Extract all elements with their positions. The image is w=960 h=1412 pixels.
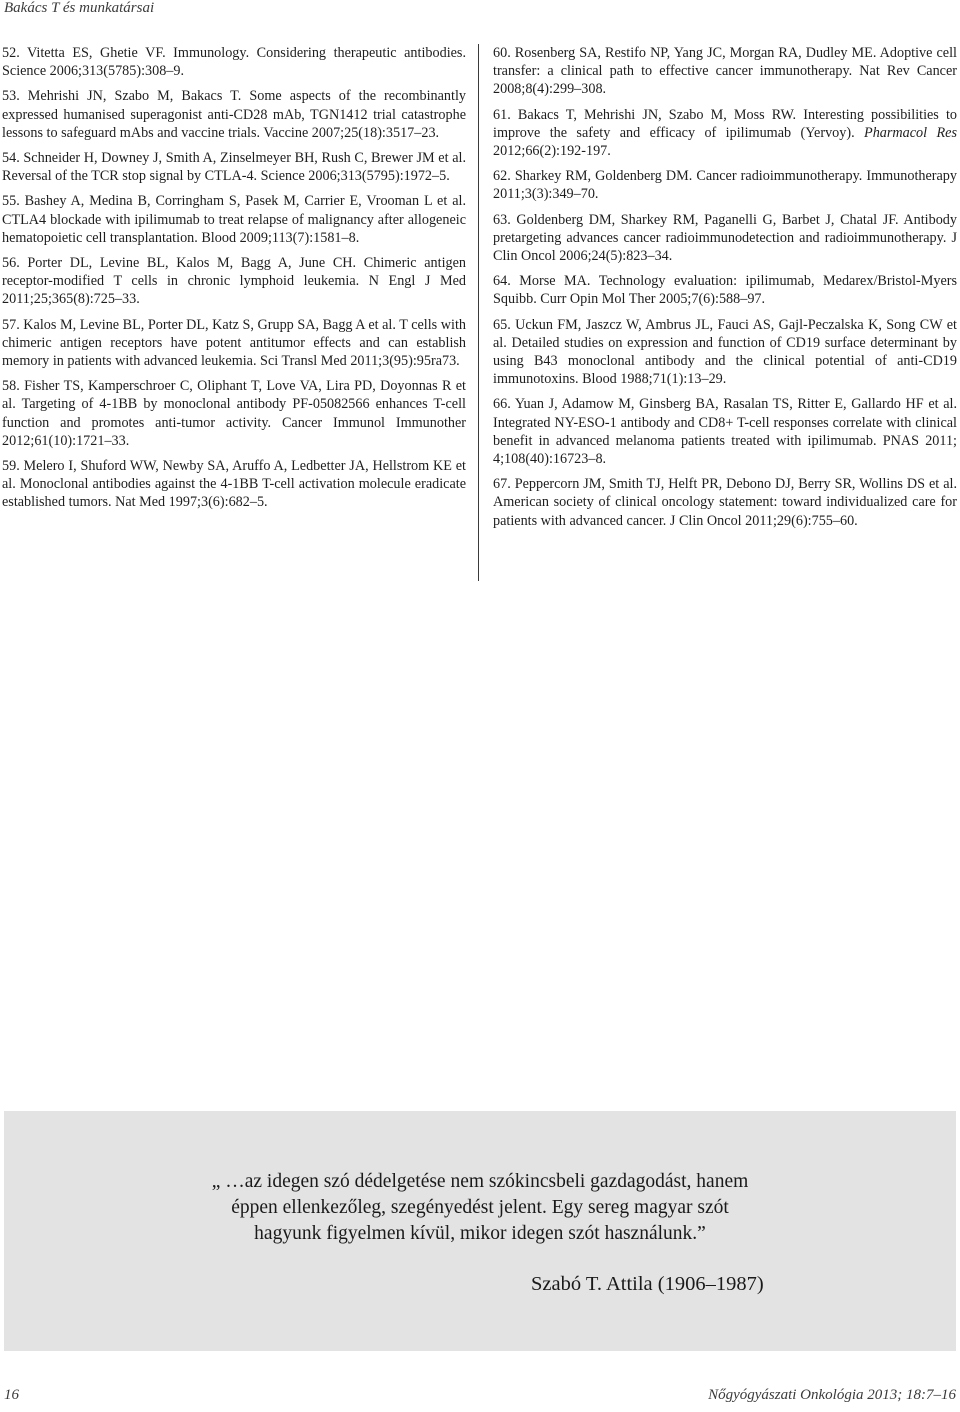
quote-author: Szabó T. Attila (1906–1987) (531, 1273, 764, 1295)
column-divider (478, 44, 479, 581)
reference-item: 55. Bashey A, Medina B, Corringham S, Pasek M, Carrier E, Vrooman L et al. CTLA4 blockade with ipilimumab to treat relapse of malignancy after allogeneic hematopoietic cell transplantation. Blood 2009;113(7):1581–8. (2, 193, 466, 246)
reference-item: 62. Sharkey RM, Goldenberg DM. Cancer radioimmunotherapy. Immunotherapy 2011;3(3):349–70. (493, 168, 957, 203)
reference-item: 66. Yuan J, Adamow M, Ginsberg BA, Rasalan TS, Ritter E, Gallardo HF et al. Integrated NY-ESO-1 antibody and CD8+ T-cell responses correlate with clinical benefit in advanced melanoma patients treated with ipilimumab. PNAS 2011; 4;108(40):16723–8. (493, 396, 957, 468)
quote-line: éppen ellenkezőleg, szegényedést jelent. Egy sereg magyar szót (231, 1197, 729, 1218)
reference-text: 2012;66(2):192-197. (493, 143, 611, 160)
reference-item: 67. Peppercorn JM, Smith TJ, Helft PR, Debono DJ, Berry SR, Wollins DS et al. American society of clinical oncology statement: toward individualized care for patients with advanced cancer. J Clin Oncol 2011;29(6):755–60. (493, 476, 957, 529)
page-number: 16 (4, 1387, 19, 1403)
quote-line: „ …az idegen szó dédelgetése nem szókincsbeli gazdagodást, hanem (211, 1171, 749, 1192)
reference-journal: Pharmacol Res (864, 124, 957, 141)
reference-item: 63. Goldenberg DM, Sharkey RM, Paganelli G, Barbet J, Chatal JF. Antibody pretargeting advances cancer radioimmunodetection and radioimmunotherapy. J Clin Oncol 2006;24(5):823–34. (493, 211, 957, 265)
reference-item: 65. Uckun FM, Jaszcz W, Ambrus JL, Fauci AS, Gajl-Peczalska K, Song CW et al. Detailed studies on expression and function of CD19 surface determinant by using B43 monoclonal antibody and the clinical potential of anti-CD19 immunotoxins. Blood 1988;71(1):13–29. (493, 316, 957, 388)
reference-text: 61. Bakacs T, Mehrishi JN, Szabo M, Moss RW. Interesting possibilities to improve the safety and efficacy of ipilimumab (Yervoy). (493, 106, 957, 141)
quote-text (4, 1169, 956, 1247)
reference-item: 64. Morse MA. Technology evaluation: ipilimumab, Medarex/Bristol-Myers Squibb. Curr Opin Mol Ther 2005;7(6):588–97. (493, 273, 957, 308)
running-head: Bakács T és munkatársai (4, 0, 155, 16)
reference-item: 56. Porter DL, Levine BL, Kalos M, Bagg A, June CH. Chimeric antigen receptor-modified T cells in chronic lymphoid leukemia. N Engl J Med 2011;25;365(8):725–33. (2, 255, 466, 308)
references-left-column (2, 44, 466, 519)
references-right-column (493, 44, 957, 537)
reference-item: 57. Kalos M, Levine BL, Porter DL, Katz S, Grupp SA, Bagg A et al. T cells with chimeric antigen receptors have potent antitumor effects and can establish memory in patients with advanced leukemia. Sci Transl Med 2011;3(95):95ra73. (2, 316, 466, 370)
journal-citation: Nőgyógyászati Onkológia 2013; 18:7–16 (708, 1387, 956, 1403)
quote-line: hagyunk figyelmen kívül, mikor idegen szót használunk.” (254, 1223, 706, 1244)
reference-item: 60. Rosenberg SA, Restifo NP, Yang JC, Morgan RA, Dudley ME. Adoptive cell transfer: a clinical path to effective cancer immunotherapy. Nat Rev Cancer 2008;8(4):299–308. (493, 45, 957, 98)
reference-item: 53. Mehrishi JN, Szabo M, Bakacs T. Some aspects of the recombinantly expressed humanised superagonist anti-CD28 mAb, TGN1412 trial catastrophe lessons to safeguard mAbs and vaccine trials. Vaccine 2007;25(18):3517–23. (2, 88, 466, 141)
reference-item: 59. Melero I, Shuford WW, Newby SA, Aruffo A, Ledbetter JA, Hellstrom KE et al. Monoclonal antibodies against the 4-1BB T-cell activation molecule eradicate established tumors. Nat Med 1997;3(6):682–5. (2, 458, 466, 511)
reference-item: 58. Fisher TS, Kamperschroer C, Oliphant T, Love VA, Lira PD, Doyonnas R et al. Targeting of 4-1BB by monoclonal antibody PF-05082566 enhances T-cell function and promotes anti-tumor activity. Cancer Immunol Immunother 2012;61(10):1721–33. (2, 378, 466, 449)
reference-item (493, 106, 957, 161)
quote-box (4, 1111, 956, 1351)
reference-item: 52. Vitetta ES, Ghetie VF. Immunology. Considering therapeutic antibodies. Science 2006;313(5785):308–9. (2, 45, 466, 80)
reference-item: 54. Schneider H, Downey J, Smith A, Zinselmeyer BH, Rush C, Brewer JM et al. Reversal of the TCR stop signal by CTLA-4. Science 2006;313(5795):1972–5. (2, 150, 466, 185)
